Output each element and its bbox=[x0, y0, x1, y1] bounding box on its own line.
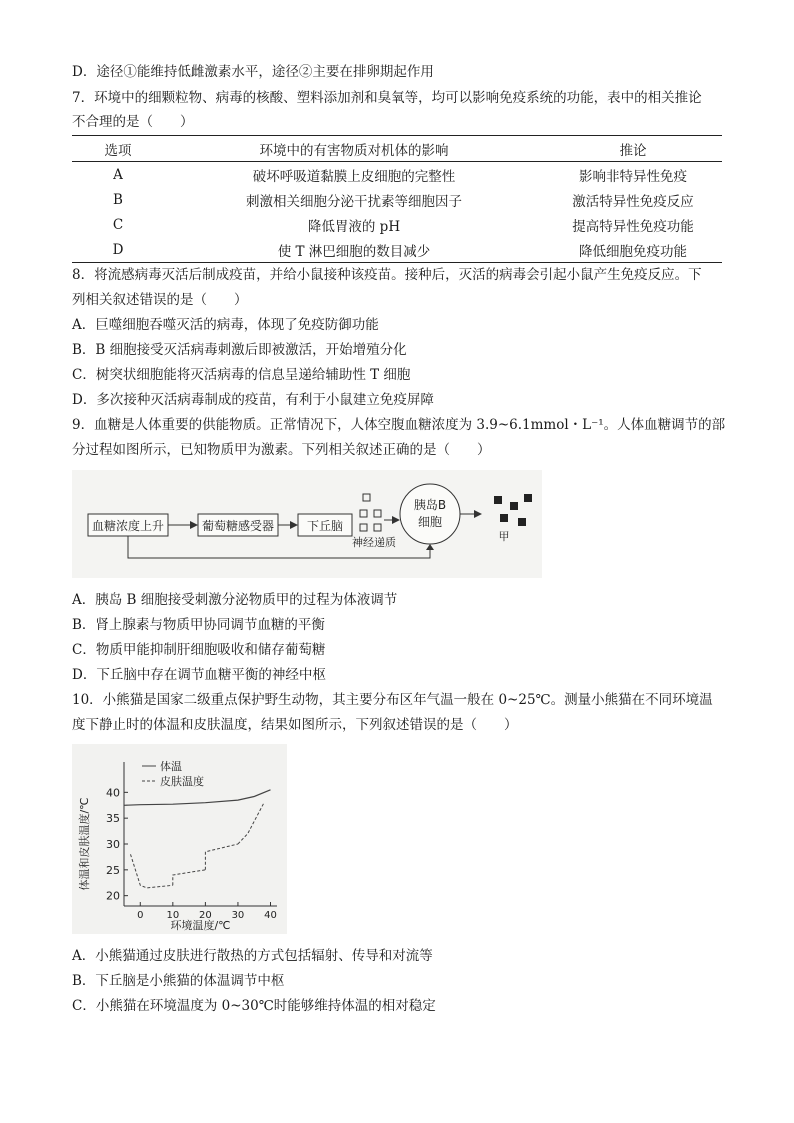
table-row bbox=[72, 187, 722, 212]
hormone-label: 甲 bbox=[498, 530, 510, 543]
table-header-cell: 选项 bbox=[72, 136, 164, 162]
box-glucose-receptor-label: 葡萄糖感受器 bbox=[201, 519, 275, 533]
q8-option-d: D．多次接种灭活病毒制成的疫苗，有利于小鼠建立免疫屏障 bbox=[72, 392, 434, 408]
y-tick-label: 20 bbox=[106, 889, 120, 903]
hormone-particle bbox=[510, 502, 518, 510]
q10-option-b: B．下丘脑是小熊猫的体温调节中枢 bbox=[72, 973, 285, 989]
islet-b-cell-label-line2: 细胞 bbox=[417, 515, 443, 529]
table-cell: D bbox=[72, 237, 164, 263]
q10-option-c: C．小熊猫在环境温度为 0~30℃时能够维持体温的相对稳定 bbox=[72, 998, 436, 1014]
hormone-particle bbox=[518, 518, 526, 526]
x-tick-label: 40 bbox=[264, 910, 277, 921]
x-tick-label: 20 bbox=[199, 910, 212, 921]
box-hypothalamus-label: 下丘脑 bbox=[306, 519, 344, 533]
q9-diagram bbox=[72, 470, 542, 578]
neurotransmitter-label: 神经递质 bbox=[352, 536, 396, 549]
x-tick-label: 30 bbox=[231, 910, 245, 921]
islet-b-cell bbox=[400, 484, 460, 544]
q10-option-a: A．小熊猫通过皮肤进行散热的方式包括辐射、传导和对流等 bbox=[72, 948, 433, 964]
q8-stem-line1: 8．将流感病毒灭活后制成疫苗，并给小鼠接种该疫苗。接种后，灭活的病毒会引起小鼠产生免疫反应。下 bbox=[72, 267, 702, 283]
q9-option-b: B．肾上腺素与物质甲协同调节血糖的平衡 bbox=[72, 617, 325, 633]
q6-option-d: D．途径①能维持低雌激素水平，途径②主要在排卵期起作用 bbox=[72, 64, 434, 80]
islet-b-cell-label-line1: 胰岛B bbox=[413, 498, 447, 512]
table-cell: C bbox=[112, 216, 124, 233]
table-cell: B bbox=[113, 191, 123, 208]
table-cell: A bbox=[113, 166, 123, 183]
q8-stem-line2: 列相关叙述错误的是（ ） bbox=[72, 292, 248, 308]
hormone-particle bbox=[524, 494, 532, 502]
table-row bbox=[72, 162, 722, 188]
q8-option-a: A．巨噬细胞吞噬灭活的病毒，体现了免疫防御功能 bbox=[72, 317, 379, 333]
table-cell: 影响非特异性免疫 bbox=[579, 168, 687, 185]
q10-stem-line2: 度下静止时的体温和皮肤温度，结果如图所示，下列叙述错误的是（ ） bbox=[72, 717, 518, 733]
y-tick-label: 25 bbox=[106, 863, 120, 877]
y-tick-label: 35 bbox=[106, 812, 120, 826]
box-glucose-rise-label: 血糖浓度上升 bbox=[91, 519, 165, 533]
q9-option-c: C．物质甲能抑制肝细胞吸收和储存葡萄糖 bbox=[72, 642, 326, 658]
q9-option-a: A．胰岛 B 细胞接受刺激分泌物质甲的过程为体液调节 bbox=[72, 592, 398, 608]
table-header-cell: 推论 bbox=[544, 136, 722, 162]
q10-stem-line1: 10．小熊猫是国家二级重点保护野生动物，其主要分布区年气温一般在 0~25℃。测量小熊猫在不同环境温 bbox=[72, 692, 713, 708]
x-tick-label: 10 bbox=[166, 910, 180, 921]
table-row bbox=[72, 212, 722, 237]
hormone-particle bbox=[500, 514, 508, 522]
q10-chart bbox=[72, 744, 287, 934]
q8-option-c: C．树突状细胞能将灭活病毒的信息呈递给辅助性 T 细胞 bbox=[72, 367, 411, 383]
table-header-row bbox=[72, 136, 722, 162]
hormone-particle bbox=[494, 496, 502, 504]
table-cell: 刺激相关细胞分泌干扰素等细胞因子 bbox=[246, 193, 462, 210]
q7-stem-line2: 不合理的是（ ） bbox=[72, 114, 194, 130]
table-cell: 激活特异性免疫反应 bbox=[572, 193, 694, 210]
table-row bbox=[72, 237, 722, 263]
legend-label: 体温 bbox=[160, 760, 182, 773]
q8-option-b: B．B 细胞接受灭活病毒刺激后即被激活，开始增殖分化 bbox=[72, 342, 407, 358]
table-cell: 降低细胞免疫功能 bbox=[544, 237, 722, 263]
q9-stem-line2: 分过程如图所示，已知物质甲为激素。下列相关叙述正确的是（ ） bbox=[72, 442, 491, 458]
chart-x-label: 环境温度/℃ bbox=[170, 919, 231, 932]
y-tick-label: 40 bbox=[106, 786, 120, 800]
table-header-cell: 环境中的有害物质对机体的影响 bbox=[164, 136, 544, 162]
table-cell: 降低胃液的 pH bbox=[307, 218, 401, 235]
table-cell: 破坏呼吸道黏膜上皮细胞的完整性 bbox=[252, 168, 456, 185]
q7-stem-line1: 7．环境中的细颗粒物、病毒的核酸、塑料添加剂和臭氧等，均可以影响免疫系统的功能，表中的相关推论 bbox=[72, 90, 702, 106]
table-cell: 提高特异性免疫功能 bbox=[572, 218, 694, 235]
q7-table bbox=[72, 135, 722, 263]
y-tick-label: 30 bbox=[106, 838, 120, 851]
legend-label: 皮肤温度 bbox=[160, 775, 204, 788]
x-tick-label: 0 bbox=[137, 910, 144, 921]
q9-option-d: D．下丘脑中存在调节血糖平衡的神经中枢 bbox=[72, 667, 326, 683]
q9-stem-line1: 9．血糖是人体重要的供能物质。正常情况下，人体空腹血糖浓度为 3.9~6.1mmol・L⁻¹。人体血糖调节的部 bbox=[72, 417, 726, 433]
table-cell: 使 T 淋巴细胞的数目减少 bbox=[164, 237, 544, 263]
chart-y-label: 体温和皮肤温度/℃ bbox=[78, 797, 91, 891]
